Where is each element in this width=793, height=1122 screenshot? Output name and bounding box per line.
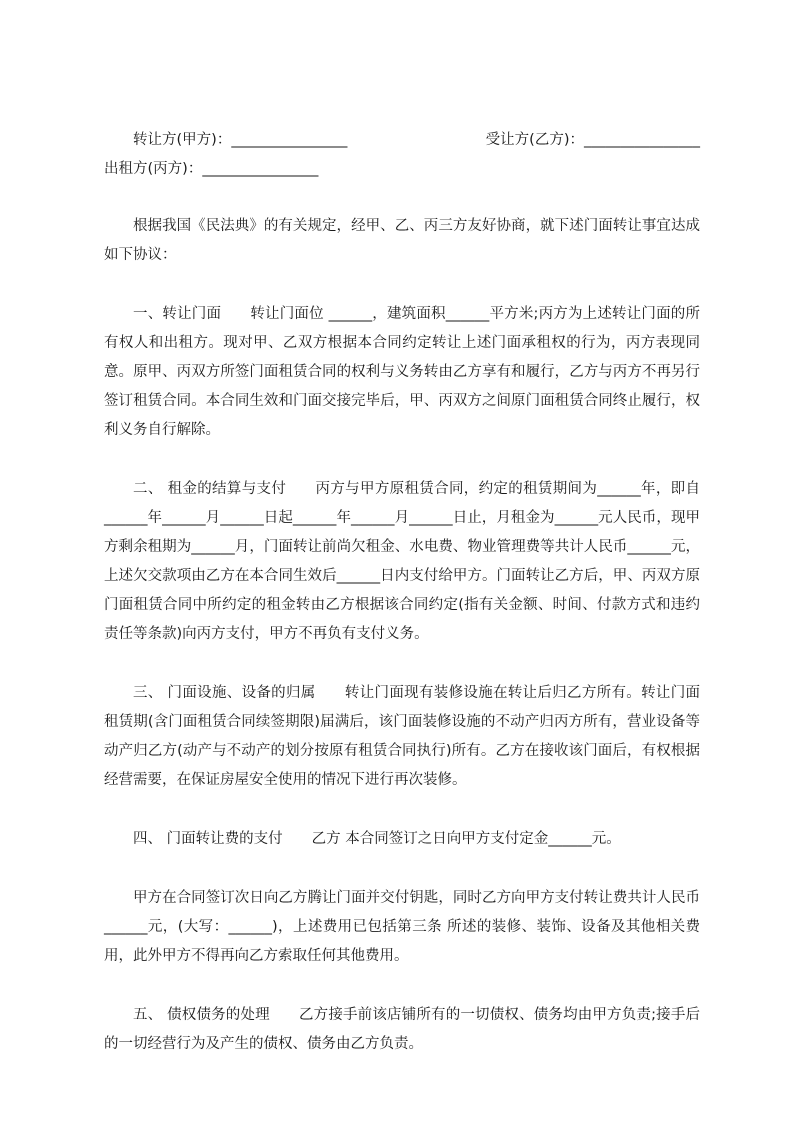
section-2: [104, 475, 700, 649]
contract-document: [104, 126, 700, 1059]
section-2-body: 丙方与甲方原租赁合同，约定的租赁期间为______年，即自______年______月______日起______年______月______日止，月租金为______元人民币，现甲方剩余租期为______月，门面转让前尚欠租金、水电费、物业管理费等共计人民币______元，上述欠交款项由乙方在本合同生效后______日内支付给甲方。门面转让乙方后，甲、丙双方原门面租赁合同中所约定的租金转由乙方根据该合同约定(指有关金额、时间、付款方式和违约责任等条款)向丙方支付，甲方不再负有支付义务。: [104, 481, 701, 642]
section-2-heading: 二、 租金的结算与支付: [133, 481, 287, 497]
section-4-continued: 甲方在合同签订次日向乙方腾让门面并交付钥匙，同时乙方向甲方支付转让费共计人民币______元，(大写：______)，上述费用已包括第三条 所述的装修、装饰、设备及其他相关费用，此外甲方不得再向乙方索取任何其他费用。: [104, 890, 700, 964]
section-3-body: 转让门面现有装修设施在转让后归乙方所有。转让门面租赁期(含门面租赁合同续签期限)届满后，该门面装修设施的不动产归丙方所有，营业设备等动产归乙方(动产与不动产的划分按原有租赁合同执行)所有。乙方在接收该门面后，有权根据经营需要，在保证房屋安全使用的情况下进行再次装修。: [104, 685, 701, 788]
transferor-field: 转让方(甲方)：________________: [133, 132, 348, 148]
section-4-heading: 四、 门面转让费的支付: [133, 831, 283, 847]
section-5-heading: 五、 债权债务的处理: [133, 1007, 270, 1023]
section-3: [104, 679, 700, 795]
lessor-field: 出租方(丙方)：________________: [104, 161, 319, 177]
section-1-body: 转让门面位 ______，建筑面积______平方米;丙方为上述转让门面的所有权人和出租方。现对甲、乙双方根据本合同约定转让上述门面承租权的行为，丙方表现同意。原甲、丙双方所签门面租赁合同的权利与义务转由乙方享有和履行，乙方与丙方不再另行签订租赁合同。本合同生效和门面交接完毕后，甲、丙双方之间原门面租赁合同终止履行，权利义务自行解除。: [104, 306, 701, 438]
section-5-body: 乙方接手前该店铺所有的一切债权、债务均由甲方负责;接手后的一切经营行为及产生的债权、债务由乙方负责。: [104, 1007, 701, 1052]
section-3-heading: 三、 门面设施、设备的归属: [133, 685, 316, 701]
intro-paragraph: 根据我国《民法典》的有关规定，经甲、乙、丙三方友好协商，就下述门面转让事宜达成如下协议：: [104, 218, 700, 263]
section-4-body: 乙方 本合同签订之日向甲方支付定金______元。: [311, 831, 621, 847]
parties-line: [104, 126, 700, 155]
section-1-heading: 一、转让门面: [133, 306, 222, 322]
section-1: [104, 300, 700, 445]
section-4: [104, 825, 700, 854]
transferee-field: 受让方(乙方)：________________: [485, 132, 700, 148]
section-5: [104, 1001, 700, 1059]
